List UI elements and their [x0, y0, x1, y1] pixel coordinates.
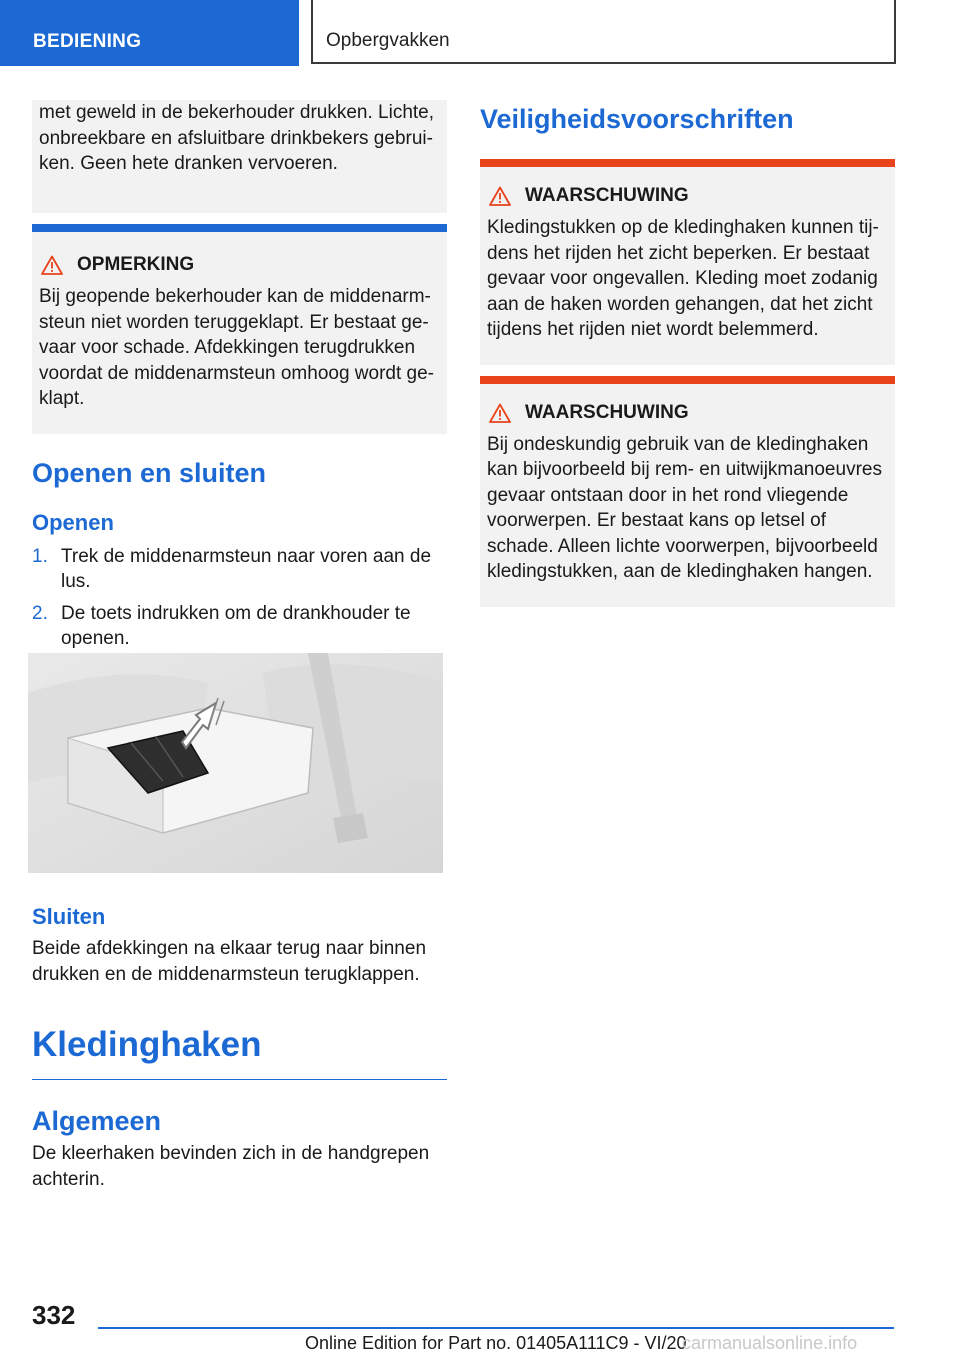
- safety-heading: Veiligheidsvoorschriften: [480, 104, 794, 134]
- coat-hooks-title: Kledinghaken: [32, 1025, 447, 1080]
- close-heading: Sluiten: [32, 904, 106, 929]
- left-column-lower: [32, 904, 447, 1192]
- note-box: [32, 224, 447, 434]
- close-text: Beide afdekkingen na elkaar terug naar binnen drukken en de middenarmsteun terugklappen.: [32, 938, 427, 985]
- chapter-tab: Opbergvakken: [311, 0, 896, 64]
- open-steps: [32, 544, 447, 652]
- note-bar: [32, 224, 447, 232]
- warning-bar: [480, 376, 895, 384]
- warning-body: [480, 215, 895, 365]
- note-text: Bij geopende bekerhouder kan de middenarm‐steun niet worden teruggeklapt. Er bestaat ge‐vaar voor schade. Afdekkingen terugdrukken voordat de middenarmsteun omhoog wordt ge‐klapt.: [39, 286, 435, 409]
- note-title: OPMERKING: [77, 254, 195, 275]
- general-heading: Algemeen: [32, 1106, 162, 1136]
- warning-body: [480, 432, 895, 607]
- warning-triangle-icon: [489, 186, 511, 206]
- warning-text: Kledingstukken op de kledinghaken kunnen tij‐dens het rijden het zicht beperken. Er bestaat gevaar voor ongevallen. Kleding moet zodanig aan de haken worden gehangen, dat het zicht tijdens het rijden niet wordt belemmerd.: [487, 217, 879, 340]
- note-header: [32, 232, 447, 284]
- warning-header: [480, 167, 895, 215]
- warning-box: [480, 376, 895, 607]
- warning-triangle-icon: [489, 403, 511, 423]
- warning-title: WAARSCHUWING: [525, 185, 689, 206]
- step-number: 1.: [32, 545, 48, 567]
- step-text: De toets indrukken om de drankhouder te openen.: [61, 602, 411, 649]
- open-heading: Openen: [32, 509, 114, 535]
- step-number: 2.: [32, 602, 48, 624]
- footer-edition: Online Edition for Part no. 01405A111C9 - VI/20: [305, 1333, 687, 1353]
- page-header: [0, 0, 960, 66]
- section-tab: BEDIENING: [0, 0, 299, 66]
- note-body: [32, 284, 447, 434]
- warning-triangle-icon: [41, 255, 63, 275]
- list-item: [32, 601, 447, 652]
- warning-header: [480, 384, 895, 432]
- step-text: Trek de middenarmsteun naar voren aan de lus.: [61, 545, 432, 592]
- warning-box: [480, 159, 895, 365]
- warning-title: WAARSCHUWING: [525, 401, 689, 423]
- armrest-cupholder-photo: [28, 653, 443, 873]
- general-text: De kleerhaken bevinden zich in de handgrepen achterin.: [32, 1143, 430, 1190]
- continued-note-box: [32, 100, 447, 213]
- list-item: [32, 544, 447, 595]
- open-close-heading: Openen en sluiten: [32, 457, 267, 488]
- page-number: 332: [32, 1300, 76, 1330]
- continued-note-text: met geweld in de bekerhouder drukken. Lichte, onbreekbare en afsluitbare drinkbekers gebrui‐ken. Geen hete dranken vervoeren.: [39, 102, 435, 174]
- footer-rule: [98, 1327, 894, 1329]
- left-column: [32, 100, 447, 658]
- watermark: carmanualsonline.info: [682, 1333, 858, 1353]
- warning-text: Bij ondeskundig gebruik van de kledinghaken kan bijvoorbeeld bij rem- en uitwijkmanoeuvres gevaar ontstaan door in het rond vliegende voorwerpen. Er bestaat kans op letsel of schade. Alleen lichte voorwerpen, bijvoorbeeld kledingstukken, aan de kledinghaken hangen.: [487, 433, 882, 582]
- right-column: [480, 104, 895, 607]
- warning-bar: [480, 159, 895, 167]
